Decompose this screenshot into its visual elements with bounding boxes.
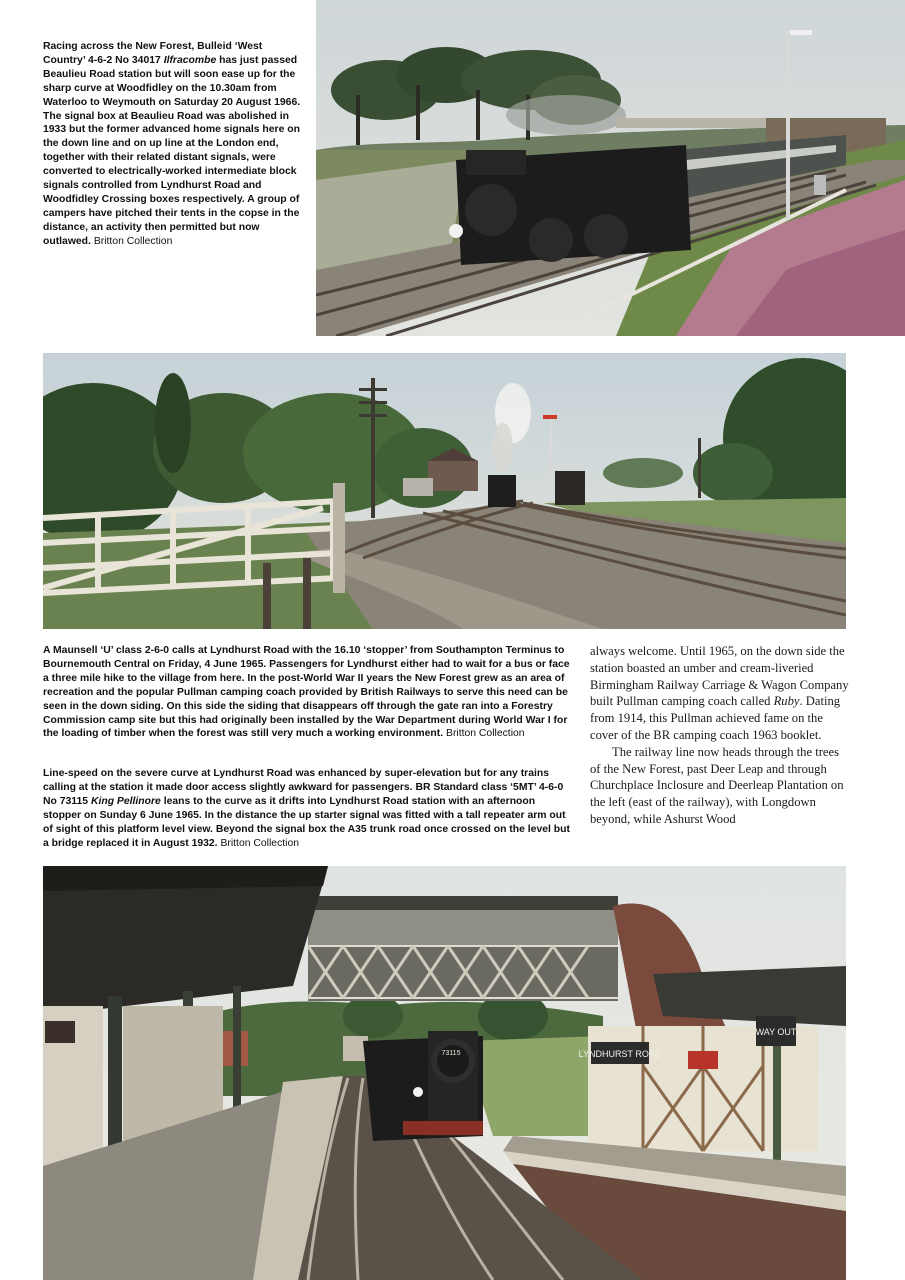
photo-u-class-scene	[43, 353, 846, 629]
caption-middle-credit: Britton Collection	[446, 728, 525, 740]
body-paragraph-1	[590, 643, 852, 744]
caption-top-loco-name: Ilfracombe	[163, 54, 217, 66]
caption-lower-loco-name: King Pellinore	[90, 795, 161, 807]
caption-top	[43, 40, 305, 249]
way-out-sign: WAY OUT	[755, 1027, 797, 1037]
caption-lower-credit: Britton Collection	[220, 837, 300, 849]
caption-top-credit: Britton Collection	[93, 235, 173, 247]
photo-west-country-locomotive	[316, 0, 905, 336]
photo-standard-5mt-at-lyndhurst-road	[43, 866, 846, 1280]
photo-5mt-scene	[43, 866, 846, 1280]
body-paragraph-1-text-1: always welcome. Until 1965, on the down side the station boasted an umber and cream-liveried Birmingham Railway Carriage & Wagon Company built Pullman camping coach called	[590, 644, 849, 709]
caption-top-text-1: Racing across the New Forest, Bulleid ‘West Country’ 4-6-2 No 34017	[43, 41, 263, 66]
caption-lower-text-1: Line-speed on the severe curve at Lyndhurst Road was enhanced by super-elevation but for any trains calling at the station it made door access slightly awkward for passengers. BR Standard class ‘5MT’ 4-6-0 No 73115	[43, 768, 564, 807]
body-paragraph-1-coach-name: Ruby	[773, 694, 800, 709]
caption-middle-text: A Maunsell ‘U’ class 2-6-0 calls at Lyndhurst Road with the 16.10 ‘stopper’ from Southampton Terminus to Bournemouth Central on Friday, 4 June 1965. Passengers for Lyndhurst either had to wait for a bus or face a three mile hike to the village from here. In the post-World War II years the New Forest grew as an area of recreation and the popular Pullman camping coach provided by British Railways to serve this need can be seen in the down siding. On this side the siding that disappears off through the gate ran into a Forestry Commission camp site but this had originally been installed by the War Department during World War I for the loading of timber when the forest was still very much a working environment.	[43, 645, 570, 740]
loco-number: 73115	[441, 1050, 461, 1057]
photo-u-class-at-lyndhurst-road	[43, 353, 846, 629]
body-paragraph-1-text-2: . Dating from 1914, this Pullman achieved fame on the cover of the BR camping coach 1963 booklet.	[590, 694, 841, 742]
caption-lower	[43, 767, 575, 850]
caption-lower-text-2: leans to the curve as it drifts into Lyndhurst Road station with an afternoon stopper on Sunday 6 June 1965. In the distance the up starter signal was fitted with a tall repeater arm out of sight of this platform level view. Beyond the signal box the A35 trunk road once crossed on the level but a bridge replaced it in August 1932.	[43, 795, 570, 849]
station-name-sign: LYNDHURST ROAD	[578, 1049, 662, 1059]
caption-middle	[43, 644, 575, 741]
photo-west-country-scene	[316, 0, 905, 336]
caption-top-text-2: has just passed Beaulieu Road station but will soon ease up for the sharp curve at Woodfidley on the 10.30am from Waterloo to Weymouth on Saturday 20 August 1966. The signal box at Beaulieu Road was abolished in 1933 but the former advanced home signals here on the down line and on up line at the London end, together with their related distant signals, were converted to electrically-worked intermediate block signals controlled from Lyndhurst Road and Woodfidley Crossing boxes respectively. A group of campers have pitched their tents in the copse in the distance, an activity then permitted but now outlawed.	[43, 54, 301, 247]
body-text-column	[590, 643, 852, 828]
body-paragraph-2: The railway line now heads through the trees of the New Forest, past Deer Leap and through Churchplace Inclosure and Deerleap Plantation on the left (east of the railway), with Longdown beyond, while Ashurst Wood	[590, 744, 844, 826]
